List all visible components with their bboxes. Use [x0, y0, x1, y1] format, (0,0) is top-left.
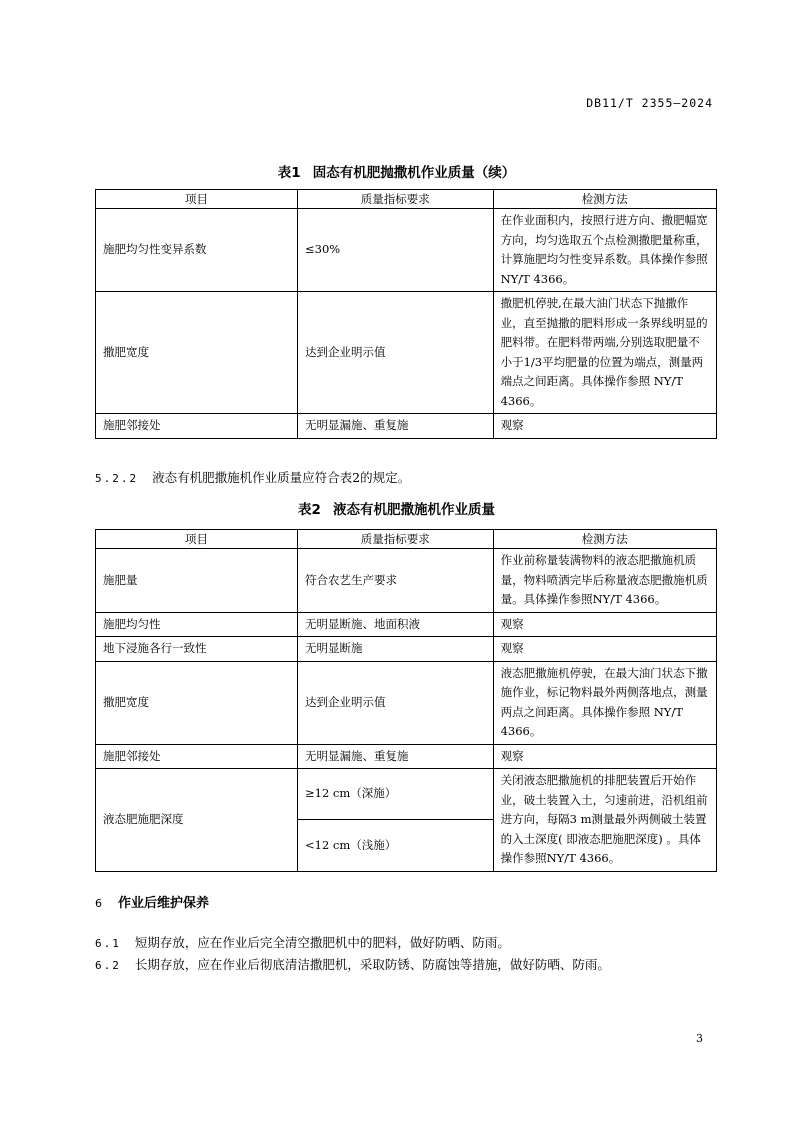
- row-item: 施肥邻接处: [96, 414, 298, 439]
- clause-5-2-2: [95, 468, 410, 486]
- clause-text: 长期存放，应在作业后彻底清洁撒肥机，采取防锈、防腐蚀等措施，做好防晒、防雨。: [134, 957, 610, 972]
- table-row: [96, 414, 717, 439]
- table2: [95, 529, 717, 872]
- row-method: 撒肥机停驶,在最大油门状态下抛撒作业，直至抛撒的肥料形成一条界线明显的肥料带。在肥料带两端,分别选取肥量不小于1/3平均肥量的位置为端点，测量两端点之间距离。具体操作参照 NY/T 4366。: [493, 292, 716, 414]
- row-item: 施肥量: [96, 549, 298, 613]
- clause-number: 5.2.2: [95, 472, 139, 485]
- table-row: [96, 744, 717, 769]
- column-header: 质量指标要求: [298, 190, 494, 209]
- row-requirement-shallow: <12 cm（浅施）: [298, 820, 494, 871]
- row-item: 施肥均匀性: [96, 612, 298, 637]
- row-requirement: 无明显漏施、重复施: [298, 414, 494, 439]
- table-row: [96, 292, 717, 414]
- row-item: 撒肥宽度: [96, 661, 298, 744]
- row-requirement: 达到企业明示值: [298, 292, 494, 414]
- table-row: [96, 209, 717, 292]
- clause-text: 短期存放，应在作业后完全清空撒肥机中的肥料，做好防晒、防雨。: [134, 935, 510, 950]
- table1-header-row: [96, 190, 717, 209]
- row-method: 观察: [493, 744, 716, 769]
- table2-number: 表2: [298, 502, 321, 518]
- row-method: 在作业面积内，按照行进方向、撒肥幅宽方向，均匀选取五个点检测撒肥量称重，计算施肥均匀性变异系数。具体操作参照 NY/T 4366。: [493, 209, 716, 292]
- table1-number: 表1: [277, 165, 301, 181]
- clause-6-2: [95, 955, 610, 973]
- row-item: 地下浸施各行一致性: [96, 637, 298, 662]
- table2-caption: [0, 498, 793, 518]
- row-requirement: 符合农艺生产要求: [298, 549, 494, 613]
- clause-number: 6.2: [95, 959, 121, 972]
- row-method: 液态肥撒施机停驶，在最大油门状态下撒施作业，标记物料最外两侧落地点，测量两点之间距离。具体操作参照 NY/T 4366。: [493, 661, 716, 744]
- table1-title: 固态有机肥抛撒机作业质量（续）: [312, 165, 516, 181]
- row-method: 作业前称量装满物料的液态肥撒施机质量，物料喷洒完毕后称量液态肥撒施机质量。具体操作参照NY/T 4366。: [493, 549, 716, 613]
- row-method: 观察: [493, 414, 716, 439]
- clause-6-1: [95, 933, 510, 951]
- column-header: 项目: [96, 190, 298, 209]
- column-header: 检测方法: [493, 190, 716, 209]
- section-title: 作业后维护保养: [118, 896, 210, 911]
- page-number: 3: [696, 1032, 703, 1045]
- table-row: [96, 549, 717, 613]
- row-item: 液态肥施肥深度: [96, 769, 298, 872]
- section-number: 6: [95, 897, 102, 910]
- row-item: 撒肥宽度: [96, 292, 298, 414]
- row-item: 施肥均匀性变异系数: [96, 209, 298, 292]
- table-row: [96, 661, 717, 744]
- row-method: 观察: [493, 612, 716, 637]
- table1-caption: [0, 161, 793, 181]
- table-row: [96, 637, 717, 662]
- section-6-heading: [95, 892, 209, 911]
- document-code: DB11/T 2355—2024: [586, 96, 713, 110]
- clause-number: 6.1: [95, 937, 121, 950]
- row-requirement: 无明显断施、地面积液: [298, 612, 494, 637]
- row-requirement: ≤30%: [298, 209, 494, 292]
- row-requirement: 无明显漏施、重复施: [298, 744, 494, 769]
- row-requirement-deep: ≥12 cm（深施）: [298, 769, 494, 820]
- table-row: [96, 612, 717, 637]
- table-row: [96, 769, 717, 820]
- row-method: 观察: [493, 637, 716, 662]
- clause-text: 液态有机肥撒施机作业质量应符合表2的规定。: [152, 470, 411, 485]
- column-header: 项目: [96, 530, 298, 549]
- row-method: 关闭液态肥撒施机的排肥装置后开始作业，破土装置入土，匀速前进，沿机组前进方向，每隔3 m测量最外两侧破土装置的入土深度( 即液态肥施肥深度) 。具体操作参照NY/T 4366。: [493, 769, 716, 872]
- table2-title: 液态有机肥撒施机作业质量: [332, 502, 495, 518]
- table1: [95, 189, 717, 439]
- row-requirement: 达到企业明示值: [298, 661, 494, 744]
- row-item: 施肥邻接处: [96, 744, 298, 769]
- column-header: 质量指标要求: [298, 530, 494, 549]
- table2-header-row: [96, 530, 717, 549]
- row-requirement: 无明显断施: [298, 637, 494, 662]
- column-header: 检测方法: [493, 530, 716, 549]
